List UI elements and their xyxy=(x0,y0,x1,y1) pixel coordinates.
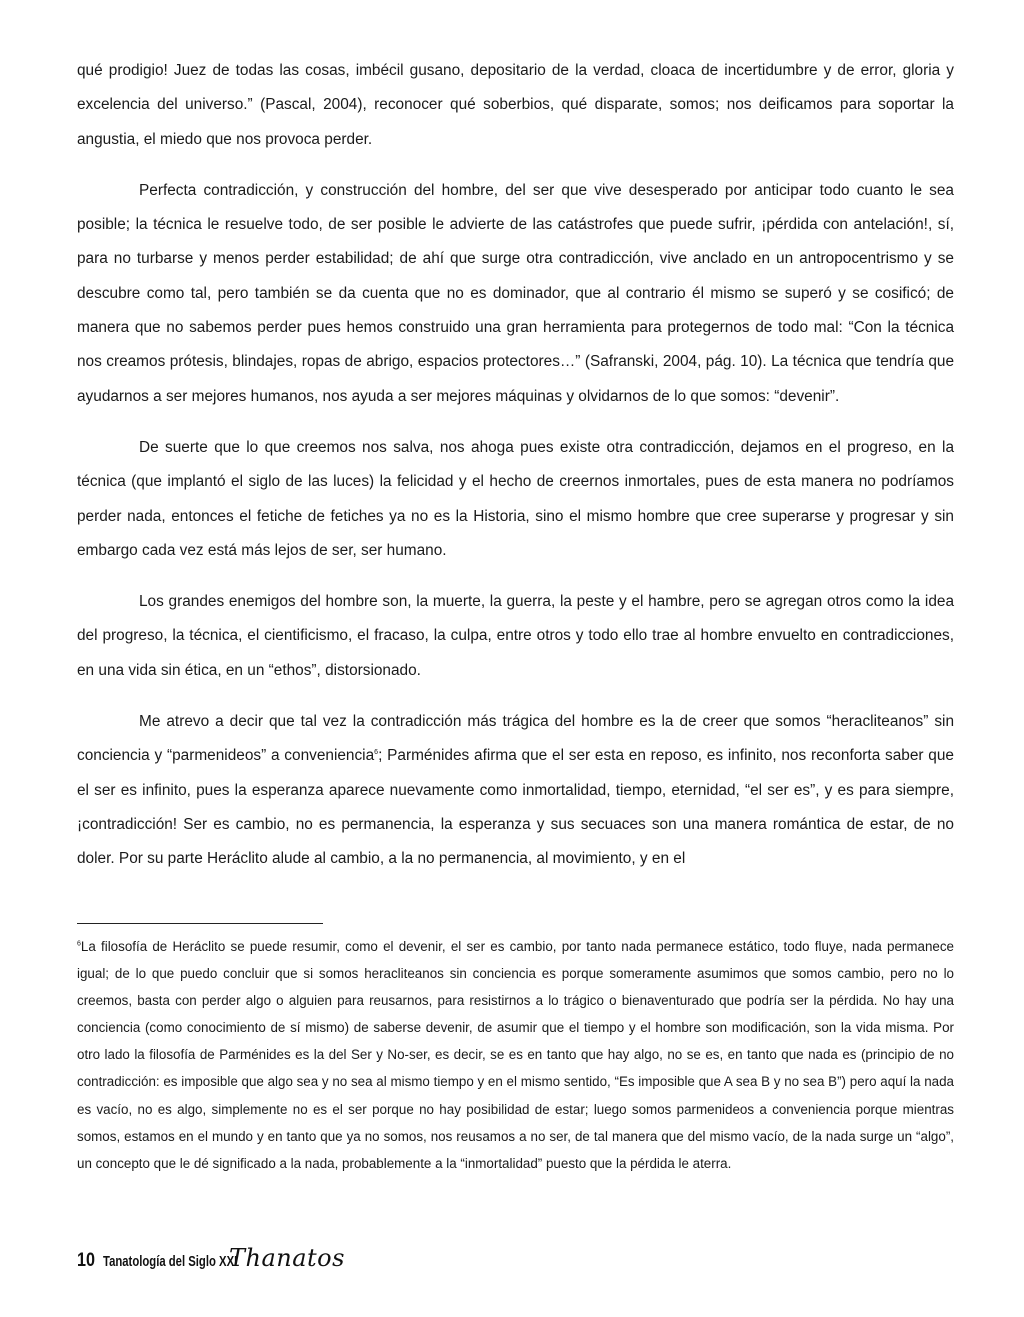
paragraph-text-end: ; Parménides afirma que el ser esta en reposo, es infinito, nos reconforta saber que el ser es infinito, pues la esperanza aparece nuevamente como inmortalidad, tiempo, eternidad, “el ser es”, y es para siempre, ¡contradicción! Ser es cambio, no es permanencia, la esperanza y sus secuaces son una manera romántica de estar, de no doler. Por su parte Heráclito alude al cambio, a la no permanencia, al movimiento, y en el xyxy=(77,747,954,868)
footnote xyxy=(77,933,954,1177)
paragraph-text-start: Me atrevo a decir que tal vez la contradicción más trágica del hombre es la de creer que somos “heracliteanos” sin conciencia y “parmenideos” a conveniencia xyxy=(77,713,954,765)
footnote-reference[interactable]: 6 xyxy=(374,749,379,757)
thanatos-logo: Thanatos xyxy=(229,1244,345,1272)
footnote-number: 6 xyxy=(77,940,81,948)
page-number: 10 xyxy=(77,1250,95,1271)
page-footer xyxy=(77,1244,345,1278)
footnote-separator xyxy=(77,923,323,924)
paragraph-with-footnote xyxy=(77,705,954,876)
paragraph: Los grandes enemigos del hombre son, la muerte, la guerra, la peste y el hambre, pero se agregan otros como la idea del progreso, la técnica, el cientificismo, el fracaso, la culpa, entre otros y todo ello trae al hombre envuelto en contradicciones, en una vida sin ética, en un “ethos”, distorsionado. xyxy=(77,593,954,679)
paragraph-continuation: qué prodigio! Juez de todas las cosas, imbécil gusano, depositario de la verdad, cloaca de incertidumbre y de error, gloria y excelencia del universo.” (Pascal, 2004), reconocer qué soberbios, qué disparate, somos; nos deificamos para soportar la angustia, el miedo que nos provoca perder. xyxy=(77,62,954,148)
paragraph: Perfecta contradicción, y construcción del hombre, del ser que vive desesperado por anticipar todo cuanto le sea posible; la técnica le resuelve todo, de ser posible le advierte de las catástrofes que puede sufrir, ¡pérdida con antelación!, sí, para no turbarse y menos perder estabilidad; de ahí que surge otra contradicción, vive anclado en un antropocentrismo y se descubre como tal, pero también se da cuenta que no es dominador, que al contrario él mismo se superó y se cosificó; de manera que no sabemos perder pues hemos construido una gran herramienta para protegernos de todo mal: “Con la técnica nos creamos prótesis, blindajes, ropas de abrigo, espacios protectores…” (Safranski, 2004, pág. 10). La técnica que tendría que ayudarnos a ser mejores humanos, nos ayuda a ser mejores máquinas y olvidarnos de lo que somos: “devenir”. xyxy=(77,181,954,405)
footnote-text: La filosofía de Heráclito se puede resumir, como el devenir, el ser es cambio, por tanto nada permanece estático, todo fluye, nada permanece igual; de lo que puedo concluir que si somos heracliteanos sin conciencia es porque someramente asumimos que somos cambio, pero no lo creemos, basta con perder algo o alguien para reusarnos, para resistirnos a lo trágico o bienaventurado que podría ser la pérdida. No hay una conciencia (como conocimiento de sí mismo) de saberse devenir, de asumir que el tiempo y el hombre son modificación, son la vida misma. Por otro lado la filosofía de Parménides es la del Ser y No-ser, es decir, se es en tanto que hay algo, no se es, en tanto que nada es (principio de no contradicción: es imposible que algo sea y no sea al mismo tiempo y en el mismo sentido, “Es imposible que A sea B y no sea B”) pero aquí la nada es vacío, no es algo, simplemente no es el ser porque no hay posibilidad de estar; luego somos parmenideos a conveniencia porque mientras somos, estamos en el mundo y en tanto que ya no somos, nos reusamos a no ser, de tal manera que del mismo vacío, de la nada surge un “algo”, un concepto que le dé significado a la nada, probablemente a la “inmortalidad” puesto que la pérdida le aterra. xyxy=(77,939,954,1171)
paragraph: De suerte que lo que creemos nos salva, nos ahoga pues existe otra contradicción, dejamos en el progreso, en la técnica (que implantó el siglo de las luces) la felicidad y el hecho de creernos inmortales, pues de esta manera no podríamos perder nada, entonces el fetiche de fetiches ya no es la Historia, sino el mismo hombre que cree superarse y progresar y sin embargo cada vez está más lejos de ser, ser humano. xyxy=(77,438,954,559)
body-text xyxy=(77,54,954,894)
journal-title: Tanatología del Siglo XXI xyxy=(103,1254,238,1270)
